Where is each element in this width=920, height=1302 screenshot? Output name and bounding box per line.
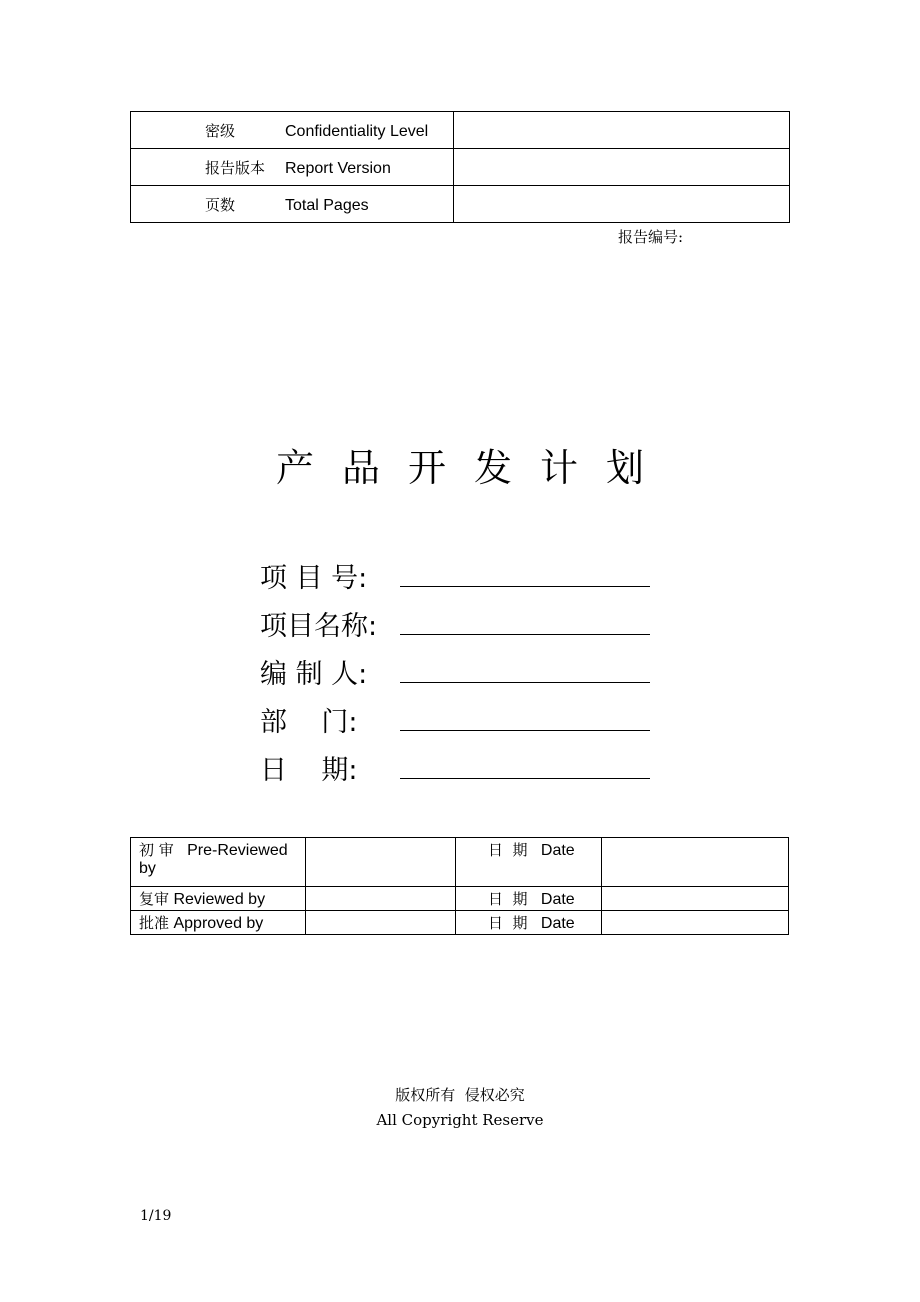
project-name-blank[interactable]: [400, 634, 650, 635]
report-version-label-en: Report Version: [285, 159, 391, 177]
confidentiality-row: [131, 112, 790, 149]
pre-review-label-en: Pre-Reviewed by: [139, 842, 288, 877]
total-pages-value[interactable]: [454, 186, 790, 223]
review-row: [131, 887, 789, 911]
confidentiality-label-cn: 密级: [205, 121, 236, 140]
review-label-en: Reviewed by: [173, 891, 266, 908]
report-number-label: 报告编号:: [618, 228, 684, 246]
pre-review-date-value[interactable]: [602, 838, 789, 887]
total-pages-row: [131, 186, 790, 223]
copyright-cn: 版权所有 侵权必究: [395, 1086, 525, 1104]
date-label: 日 期:: [260, 755, 358, 786]
document-title: 产品开发计划: [275, 446, 672, 490]
total-pages-label-en: Total Pages: [285, 196, 369, 214]
department-field[interactable]: [260, 700, 400, 740]
page-number: 1/19: [140, 1208, 172, 1224]
approval-date-label-cn: 日 期: [488, 914, 528, 932]
project-number-blank[interactable]: [400, 586, 650, 587]
department-blank[interactable]: [400, 730, 650, 731]
review-label-cn: 复审: [139, 890, 170, 908]
project-number-field[interactable]: [260, 556, 400, 596]
approval-date-label-en: Date: [540, 915, 575, 932]
approval-label-cn: 批准: [139, 914, 170, 932]
total-pages-label-cn: 页数: [205, 195, 236, 214]
review-date-label-en: Date: [540, 891, 575, 908]
confidentiality-value[interactable]: [454, 112, 790, 149]
review-value[interactable]: [306, 887, 456, 911]
report-version-value[interactable]: [454, 149, 790, 186]
approval-row: [131, 911, 789, 935]
document-info-table: [130, 111, 790, 223]
review-date-label-cn: 日 期: [488, 890, 528, 908]
pre-review-label-cn: 初 审: [139, 841, 174, 859]
date-field[interactable]: [260, 748, 400, 788]
review-date-value[interactable]: [602, 887, 789, 911]
department-label: 部 门:: [260, 707, 358, 738]
review-table: [130, 837, 789, 935]
project-name-label: 项目名称:: [260, 611, 378, 642]
report-version-row: [131, 149, 790, 186]
copyright-notice: [0, 1083, 920, 1133]
report-version-label-cn: 报告版本: [205, 158, 266, 177]
date-blank[interactable]: [400, 778, 650, 779]
copyright-en: All Copyright Reserve: [376, 1111, 544, 1129]
project-number-label: 项 目 号:: [260, 563, 368, 594]
project-name-field[interactable]: [260, 604, 400, 644]
pre-review-date-label-cn: 日 期: [488, 841, 528, 859]
pre-review-date-label-en: Date: [540, 842, 575, 859]
pre-review-value[interactable]: [306, 838, 456, 887]
approval-date-value[interactable]: [602, 911, 789, 935]
pre-review-row: [131, 838, 789, 887]
approval-value[interactable]: [306, 911, 456, 935]
author-field[interactable]: [260, 652, 400, 692]
author-label: 编 制 人:: [260, 659, 368, 690]
approval-label-en: Approved by: [173, 915, 264, 932]
author-blank[interactable]: [400, 682, 650, 683]
confidentiality-label-en: Confidentiality Level: [285, 122, 429, 140]
